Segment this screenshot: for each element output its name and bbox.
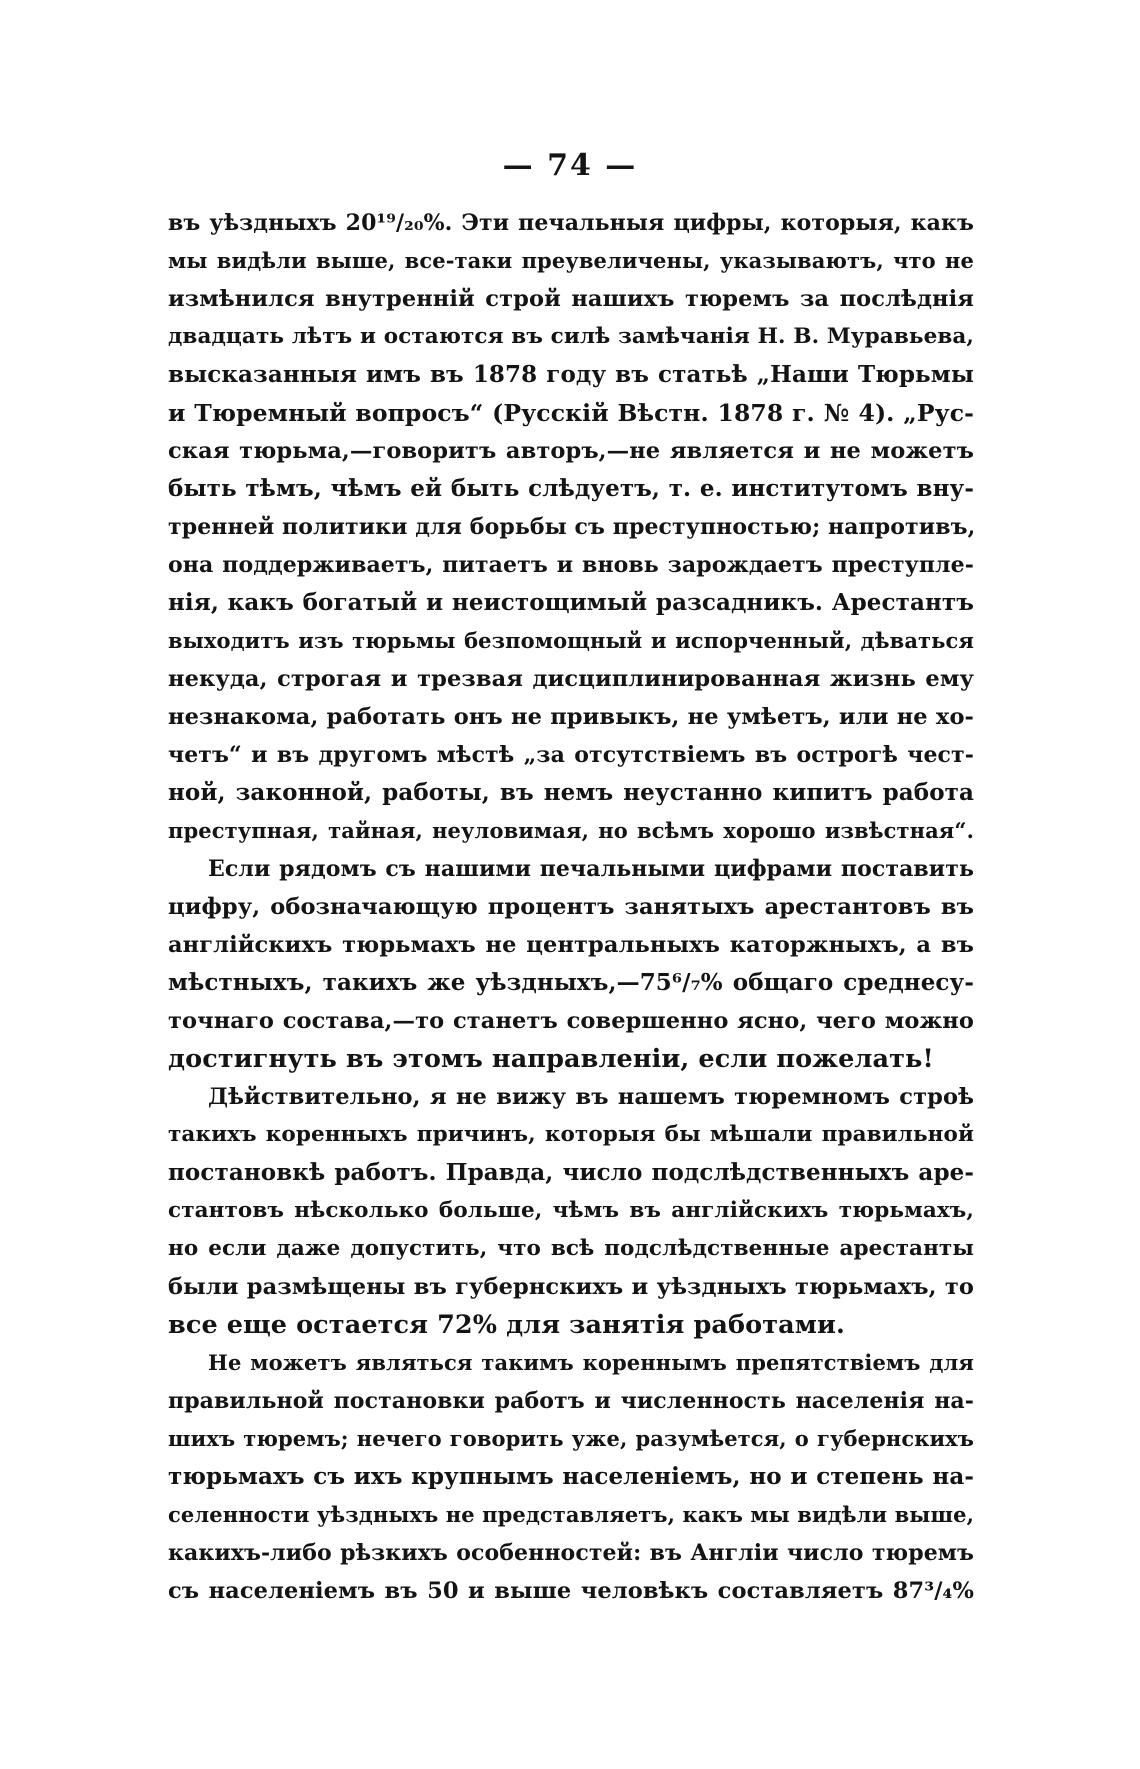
text-line: постановкѣ работъ. Правда, число подслѣдственныхъ аре-: [168, 1159, 974, 1186]
text-line: незнакома, работать онъ не привыкъ, не умѣетъ, или не хо-: [168, 704, 974, 730]
text-line: стантовъ нѣсколько больше, чѣмъ въ англійскихъ тюрьмахъ,: [168, 1198, 974, 1223]
paragraph-2: [168, 850, 974, 1078]
text-line: четъ“ и въ другомъ мѣстѣ „за отсутствіемъ въ острогѣ чест-: [168, 742, 974, 768]
text-line: точнаго состава,—то станетъ совершенно ясно, чего можно: [168, 1008, 974, 1034]
text-line: въ уѣздныхъ 20¹⁹/₂₀%. Эти печальныя цифры, которыя, какъ: [168, 210, 974, 236]
text-line: Не можетъ являться такимъ кореннымъ препятствіемъ для: [208, 1350, 974, 1375]
text-line: двадцать лѣтъ и остаются въ силѣ замѣчанія Н. В. Муравьева,: [168, 324, 974, 349]
text-line: выходитъ изъ тюрьмы безпомощный и испорченный, дѣваться: [168, 628, 974, 653]
text-line: она поддерживаетъ, питаетъ и вновь зарождаетъ преступле-: [168, 552, 974, 578]
paragraph-4: [168, 1344, 974, 1610]
text-line: Дѣйствительно, я не вижу въ нашемъ тюремномъ строѣ: [208, 1084, 974, 1110]
paragraph-3: [168, 1078, 974, 1344]
text-line: ной, законной, работы, въ немъ неустанно кипитъ работа: [168, 779, 974, 806]
text-line: шихъ тюремъ; нечего говорить уже, разумѣется, о губернскихъ: [168, 1426, 974, 1451]
text-line: преступная, тайная, неуловимая, но всѣмъ хорошо извѣстная“.: [168, 818, 974, 843]
body-text: [168, 204, 974, 1610]
text-line: высказанныя имъ въ 1878 году въ статьѣ „Наши Тюрьмы: [168, 361, 974, 388]
text-line: мѣстныхъ, такихъ же уѣздныхъ,—75⁶/₇% общаго среднесу-: [168, 969, 974, 996]
text-line: Если рядомъ съ нашими печальными цифрами поставить: [208, 856, 974, 882]
text-line: съ населеніемъ въ 50 и выше человѣкъ составляетъ 87³/₄%: [168, 1578, 974, 1604]
text-line: тюрьмахъ съ ихъ крупнымъ населеніемъ, но и степень на-: [168, 1463, 974, 1490]
text-line: но если даже допустить, что всѣ подслѣдственные арестанты: [168, 1236, 974, 1261]
text-line: достигнуть въ этомъ направленіи, если пожелать!: [168, 1044, 934, 1074]
text-line: какихъ-либо рѣзкихъ особенностей: въ Англіи число тюремъ: [168, 1540, 974, 1566]
page-number: — 74 —: [502, 148, 638, 183]
text-line: быть тѣмъ, чѣмъ ей быть слѣдуетъ, т. е. институтомъ вну-: [168, 475, 974, 502]
text-line: англійскихъ тюрьмахъ не центральныхъ каторжныхъ, а въ: [168, 932, 974, 958]
text-line: ская тюрьма,—говоритъ авторъ,—не является и не можетъ: [168, 438, 974, 464]
text-line: цифру, обозначающую процентъ занятыхъ арестантовъ въ: [168, 894, 974, 920]
text-line: тренней политики для борьбы съ преступностью; напротивъ,: [168, 514, 976, 540]
text-line: некуда, строгая и трезвая дисциплинированная жизнь ему: [168, 666, 974, 692]
text-line: нія, какъ богатый и неистощимый разсадникъ. Арестантъ: [168, 589, 974, 616]
text-line: селенности уѣздныхъ не представляетъ, какъ мы видѣли выше,: [168, 1502, 974, 1527]
text-line: правильной постановки работъ и численность населенія на-: [168, 1388, 974, 1414]
text-line: все еще остается 72% для занятія работами.: [168, 1310, 846, 1340]
paragraph-1: [168, 204, 974, 850]
text-line: были размѣщены въ губернскихъ и уѣздныхъ тюрьмахъ, то: [168, 1274, 974, 1300]
text-line: измѣнился внутренній строй нашихъ тюремъ за послѣднія: [168, 286, 974, 312]
text-line: и Тюремный вопросъ“ (Русскій Вѣстн. 1878 г. № 4). „Рус-: [168, 399, 974, 427]
text-line: мы видѣли выше, все-таки преувеличены, указываютъ, что не: [168, 248, 974, 273]
text-line: такихъ коренныхъ причинъ, которыя бы мѣшали правильной: [168, 1122, 974, 1147]
